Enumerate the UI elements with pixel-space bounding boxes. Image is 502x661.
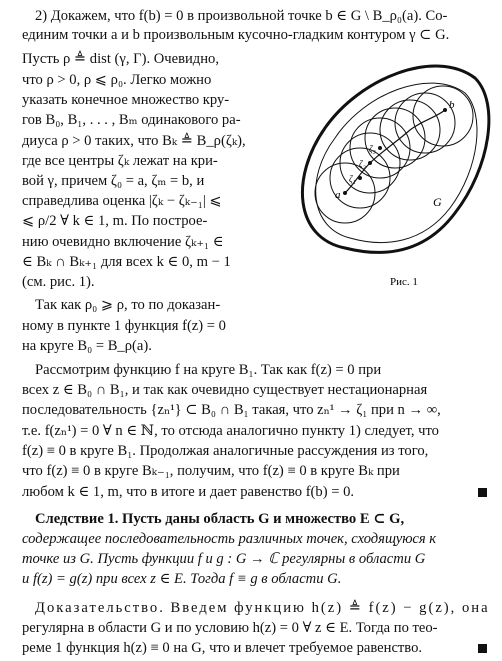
text-line: регулярна в области G и по условию h(z) = 0 ∀ z ∈ E. Тогда по тео- — [22, 620, 438, 636]
text-line: Следствие 1. Пусть даны область G и множество E ⊂ G, — [35, 511, 405, 527]
text-line: гов B₀, B₁, . . . , Bₘ одинакового ра- — [22, 112, 241, 128]
text-line: Доказательство. Введем функцию h(z) ≜ f(z) − g(z), она — [35, 600, 490, 616]
text-line: что f(z) ≡ 0 в круге Bₖ₋₁, получим, что f(z) ≡ 0 в круге Bₖ при — [22, 463, 400, 479]
qed-mark-1 — [478, 488, 487, 497]
text-line: диуса ρ > 0 таких, что Bₖ ≜ B_ρ(ζₖ), — [22, 133, 246, 149]
text-line: т.е. f(zₙ¹) = 0 ∀ n ∈ ℕ, то отсюда аналогично пункту 1) следует, что — [22, 423, 439, 439]
label-a: a — [335, 189, 341, 201]
label-b: b — [449, 99, 455, 111]
text-line: любом k ∈ 1, m, что в итоге и дает равенство f(b) = 0. — [22, 484, 355, 500]
text-line: Рассмотрим функцию f на круге B₁. Так как f(z) = 0 при — [35, 362, 382, 378]
text-line: f(z) ≡ 0 в круге B₁. Продолжая аналогичные рассуждения из того, — [22, 443, 429, 459]
text-line: последовательность {zₙ¹} ⊂ B₀ ∩ B₁ такая, что zₙ¹ → ζ₁ при n → ∞, — [22, 402, 441, 418]
text-line: указать конечное множество кру- — [22, 92, 230, 108]
label-g: G — [433, 195, 442, 209]
text-line: ному в пункте 1 функция f(z) = 0 — [22, 318, 226, 334]
text-line: ⩽ ρ/2 ∀ k ∈ 1, m. По построе- — [22, 213, 208, 229]
text-line: Так как ρ₀ ⩾ ρ, то по доказан- — [35, 297, 221, 313]
text-line: нию очевидно включение ζₖ₊₁ ∈ — [22, 234, 224, 250]
text-line: и f(z) = g(z) при всех z ∈ E. Тогда f ≡ g в области G. — [22, 571, 342, 587]
text-line: ∈ Bₖ ∩ Bₖ₊₁ для всех k ∈ 0, m − 1 — [22, 254, 231, 270]
text-line: Пусть ρ ≜ dist (γ, Γ). Очевидно, — [22, 51, 219, 67]
text-line: где все центры ζₖ лежат на кри- — [22, 153, 218, 169]
figure-1 — [285, 48, 495, 288]
text-line: точке из G. Пусть функции f и g : G → ℂ регулярны в области G — [22, 551, 426, 567]
text-line: содержащее последовательность различных точек, сходящуюся к — [22, 531, 437, 547]
region-outer — [302, 66, 488, 252]
qed-mark-2 — [478, 644, 487, 653]
text-line: реме 1 функция h(z) ≡ 0 на G, что и влечет требуемое равенство. — [22, 640, 423, 656]
label-z3: ζ₃ — [369, 144, 376, 154]
text-line: на круге B₀ = B_ρ(a). — [22, 338, 152, 354]
label-z2: ζ₂ — [359, 159, 366, 169]
text-line: вой γ, причем ζ₀ = a, ζₘ = b, и — [22, 173, 205, 189]
text-line: (см. рис. 1). — [22, 274, 95, 290]
text-line: 2) Докажем, что f(b) = 0 в произвольной точке b ∈ G \ B_ρ₀(a). Со- — [35, 8, 448, 24]
text-line: единим точки a и b произвольным кусочно-гладким контуром γ ⊂ G. — [22, 27, 450, 43]
text-line: что ρ > 0, ρ ⩽ ρ₀. Легко можно — [22, 72, 212, 88]
figure-caption: Рис. 1 — [390, 276, 418, 288]
text-line: справедлива оценка |ζₖ − ζₖ₋₁| ⩽ — [22, 193, 222, 209]
text-line: всех z ∈ B₀ ∩ B₁, и так как очевидно существует нестационарная — [22, 382, 428, 398]
label-z1: ζ₁ — [349, 174, 356, 184]
